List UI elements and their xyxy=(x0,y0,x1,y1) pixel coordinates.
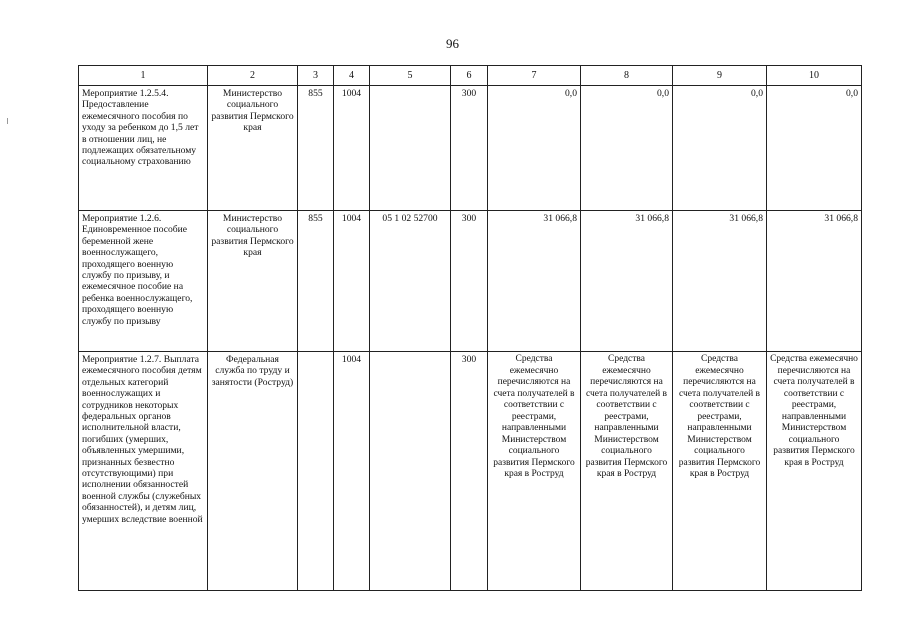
code-cell-3: 855 xyxy=(298,211,334,352)
amount-cell-9: 31 066,8 xyxy=(673,211,767,352)
activity-description: Мероприятие 1.2.5.4. Предоставление ежемесячного пособия по уходу за ребенком до 1,5 лет в отношении лиц, не подлежащих обязательному социальному страхованию xyxy=(79,86,208,211)
code-cell-6: 300 xyxy=(451,211,488,352)
funding-note-cell-8: Средства ежемесячно перечисляются на счета получателей в соответствии с реестрами, направленными Министерством социального развития Пермского края в Роструд xyxy=(581,352,673,591)
code-cell-3 xyxy=(298,352,334,591)
header-cell-5: 5 xyxy=(370,66,451,86)
header-row xyxy=(79,66,862,86)
scan-edge-mark xyxy=(7,118,8,124)
amount-cell-7: 0,0 xyxy=(488,86,581,211)
amount-cell-8: 31 066,8 xyxy=(581,211,673,352)
funding-note-cell-7: Средства ежемесячно перечисляются на счета получателей в соответствии с реестрами, направленными Министерством социального развития Пермского края в Роструд xyxy=(488,352,581,591)
funding-note-cell-10: Средства ежемесячно перечисляются на счета получателей в соответствии с реестрами, направленными Министерством социального развития Пермского края в Роструд xyxy=(767,352,862,591)
funding-note-cell-9: Средства ежемесячно перечисляются на счета получателей в соответствии с реестрами, направленными Министерством социального развития Пермского края в Роструд xyxy=(673,352,767,591)
header-cell-7: 7 xyxy=(488,66,581,86)
header-cell-10: 10 xyxy=(767,66,862,86)
executor-cell: Министерство социального развития Пермского края xyxy=(208,211,298,352)
table-row xyxy=(79,86,862,211)
amount-cell-10: 0,0 xyxy=(767,86,862,211)
activity-description: Мероприятие 1.2.6. Единовременное пособие беременной жене военнослужащего, проходящего военную службу по призыву, и ежемесячное пособие на ребенка военнослужащего, проходящего военную службу по призыву xyxy=(79,211,208,352)
code-cell-6: 300 xyxy=(451,86,488,211)
amount-cell-7: 31 066,8 xyxy=(488,211,581,352)
budget-table xyxy=(78,65,862,591)
table-row xyxy=(79,211,862,352)
code-cell-6: 300 xyxy=(451,352,488,591)
amount-cell-8: 0,0 xyxy=(581,86,673,211)
header-cell-2: 2 xyxy=(208,66,298,86)
executor-cell: Министерство социального развития Пермского края xyxy=(208,86,298,211)
table-row xyxy=(79,352,862,591)
header-cell-8: 8 xyxy=(581,66,673,86)
code-cell-4: 1004 xyxy=(334,211,370,352)
page-number: 96 xyxy=(446,36,459,51)
code-cell-5: 05 1 02 52700 xyxy=(370,211,451,352)
header-cell-9: 9 xyxy=(673,66,767,86)
code-cell-5 xyxy=(370,86,451,211)
header-cell-1: 1 xyxy=(79,66,208,86)
code-cell-3: 855 xyxy=(298,86,334,211)
header-cell-4: 4 xyxy=(334,66,370,86)
amount-cell-10: 31 066,8 xyxy=(767,211,862,352)
header-cell-6: 6 xyxy=(451,66,488,86)
code-cell-4: 1004 xyxy=(334,352,370,591)
activity-description: Мероприятие 1.2.7. Выплата ежемесячного пособия детям отдельных категорий военнослужащих и сотрудников некоторых федеральных органов исполнительной власти, погибших (умерших, объявленных умершими, признанных безвестно отсутствующими) при исполнении обязанностей военной службы (служебных обязанностей), и детям лиц, умерших вследствие военной xyxy=(79,352,208,591)
header-cell-3: 3 xyxy=(298,66,334,86)
amount-cell-9: 0,0 xyxy=(673,86,767,211)
executor-cell: Федеральная служба по труду и занятости (Роструд) xyxy=(208,352,298,591)
code-cell-5 xyxy=(370,352,451,591)
code-cell-4: 1004 xyxy=(334,86,370,211)
